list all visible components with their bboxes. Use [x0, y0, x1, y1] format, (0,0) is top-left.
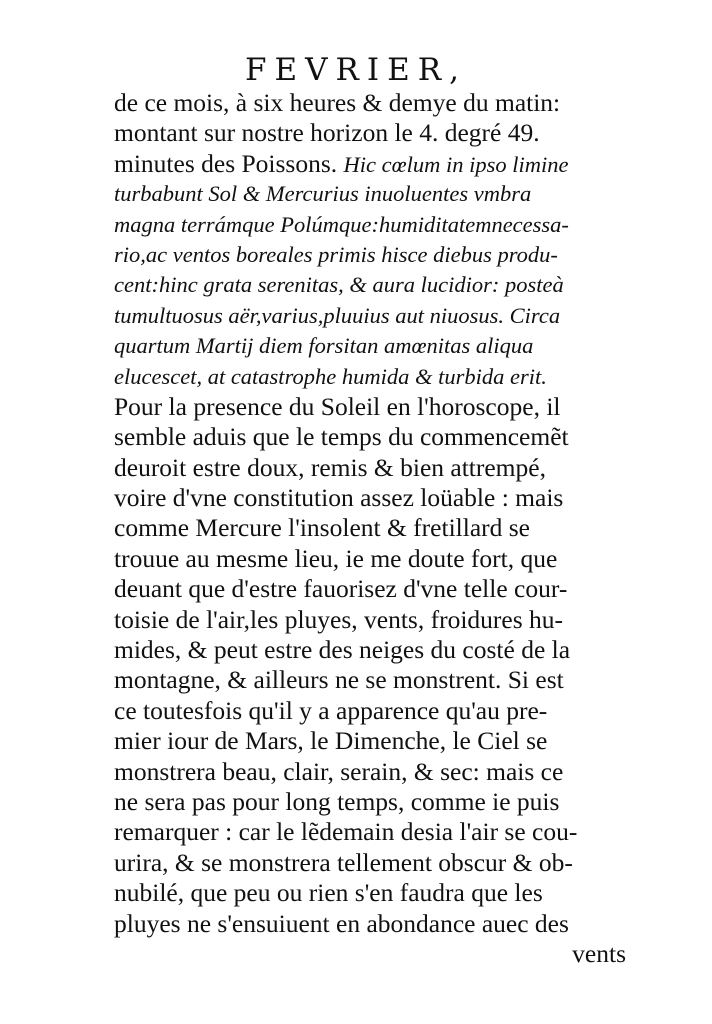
text-line: nubilé, que peu ou rien s'en faudra que les: [114, 878, 543, 908]
text-line: magna terrámque Polúmque:humiditatemnecessa-: [114, 211, 569, 237]
text-line: comme Mercure l'insolent & fretillard se: [114, 513, 530, 543]
text-line: tumultuosus aër,varius,pluuius aut niuosus. Circa: [114, 302, 561, 328]
text-line: cent:hinc grata serenitas, & aura lucidior: posteà: [114, 272, 564, 298]
text-line-italic-part: Hic cœlum in ipso limine: [343, 151, 569, 177]
text-line: montant sur nostre horizon le 4. degré 49.: [114, 118, 540, 148]
text-line: elucescet, at catastrophe humida & turbida erit.: [114, 363, 547, 389]
text-line: mides, & peut estre des neiges du costé de la: [114, 635, 571, 665]
text-line: [114, 149, 626, 179]
body-text: [114, 88, 626, 969]
text-line: Pour la presence du Soleil en l'horoscope, il: [114, 391, 561, 421]
text-line: toisie de l'air,les pluyes, vents, froidures hu-: [114, 604, 564, 634]
text-line: pluyes ne s'ensuiuent en abondance auec des: [114, 908, 569, 938]
text-line: montagne, & ailleurs ne se monstrent. Si est: [114, 665, 564, 695]
text-line: quartum Martij diem forsitan amœnitas aliqua: [114, 333, 534, 359]
text-line: semble aduis que le temps du commencemẽt: [114, 422, 569, 452]
text-line: deuant que d'estre fauorisez d'vne telle cour-: [114, 574, 568, 604]
running-head: FEVRIER,: [245, 52, 467, 88]
text-line: deuroit estre doux, remis & bien attrempé,: [114, 452, 546, 482]
text-line: remarquer : car le lẽdemain desia l'air se cou-: [114, 817, 578, 847]
text-line: monstrera beau, clair, serain, & sec: mais ce: [114, 756, 564, 786]
text-line: ne sera pas pour long temps, comme ie puis: [114, 786, 560, 816]
catchword: vents: [572, 938, 626, 968]
text-line: voire d'vne constitution assez loüable : mais: [114, 483, 564, 513]
text-line: urira, & se monstrera tellement obscur & ob-: [114, 847, 573, 877]
text-line: de ce mois, à six heures & demye du matin:: [114, 88, 561, 117]
text-line: trouue au mesme lieu, ie me doute fort, que: [114, 543, 558, 573]
text-line-roman-part: minutes des Poissons.: [114, 148, 344, 178]
text-line: turbabunt Sol & Mercurius inuoluentes vmbra: [114, 181, 532, 207]
text-line: rio,ac ventos boreales primis hisce diebus produ-: [114, 241, 558, 267]
text-line: mier iour de Mars, le Dimenche, le Ciel se: [114, 726, 548, 756]
text-line: ce toutesfois qu'il y a apparence qu'au pre-: [114, 695, 548, 725]
